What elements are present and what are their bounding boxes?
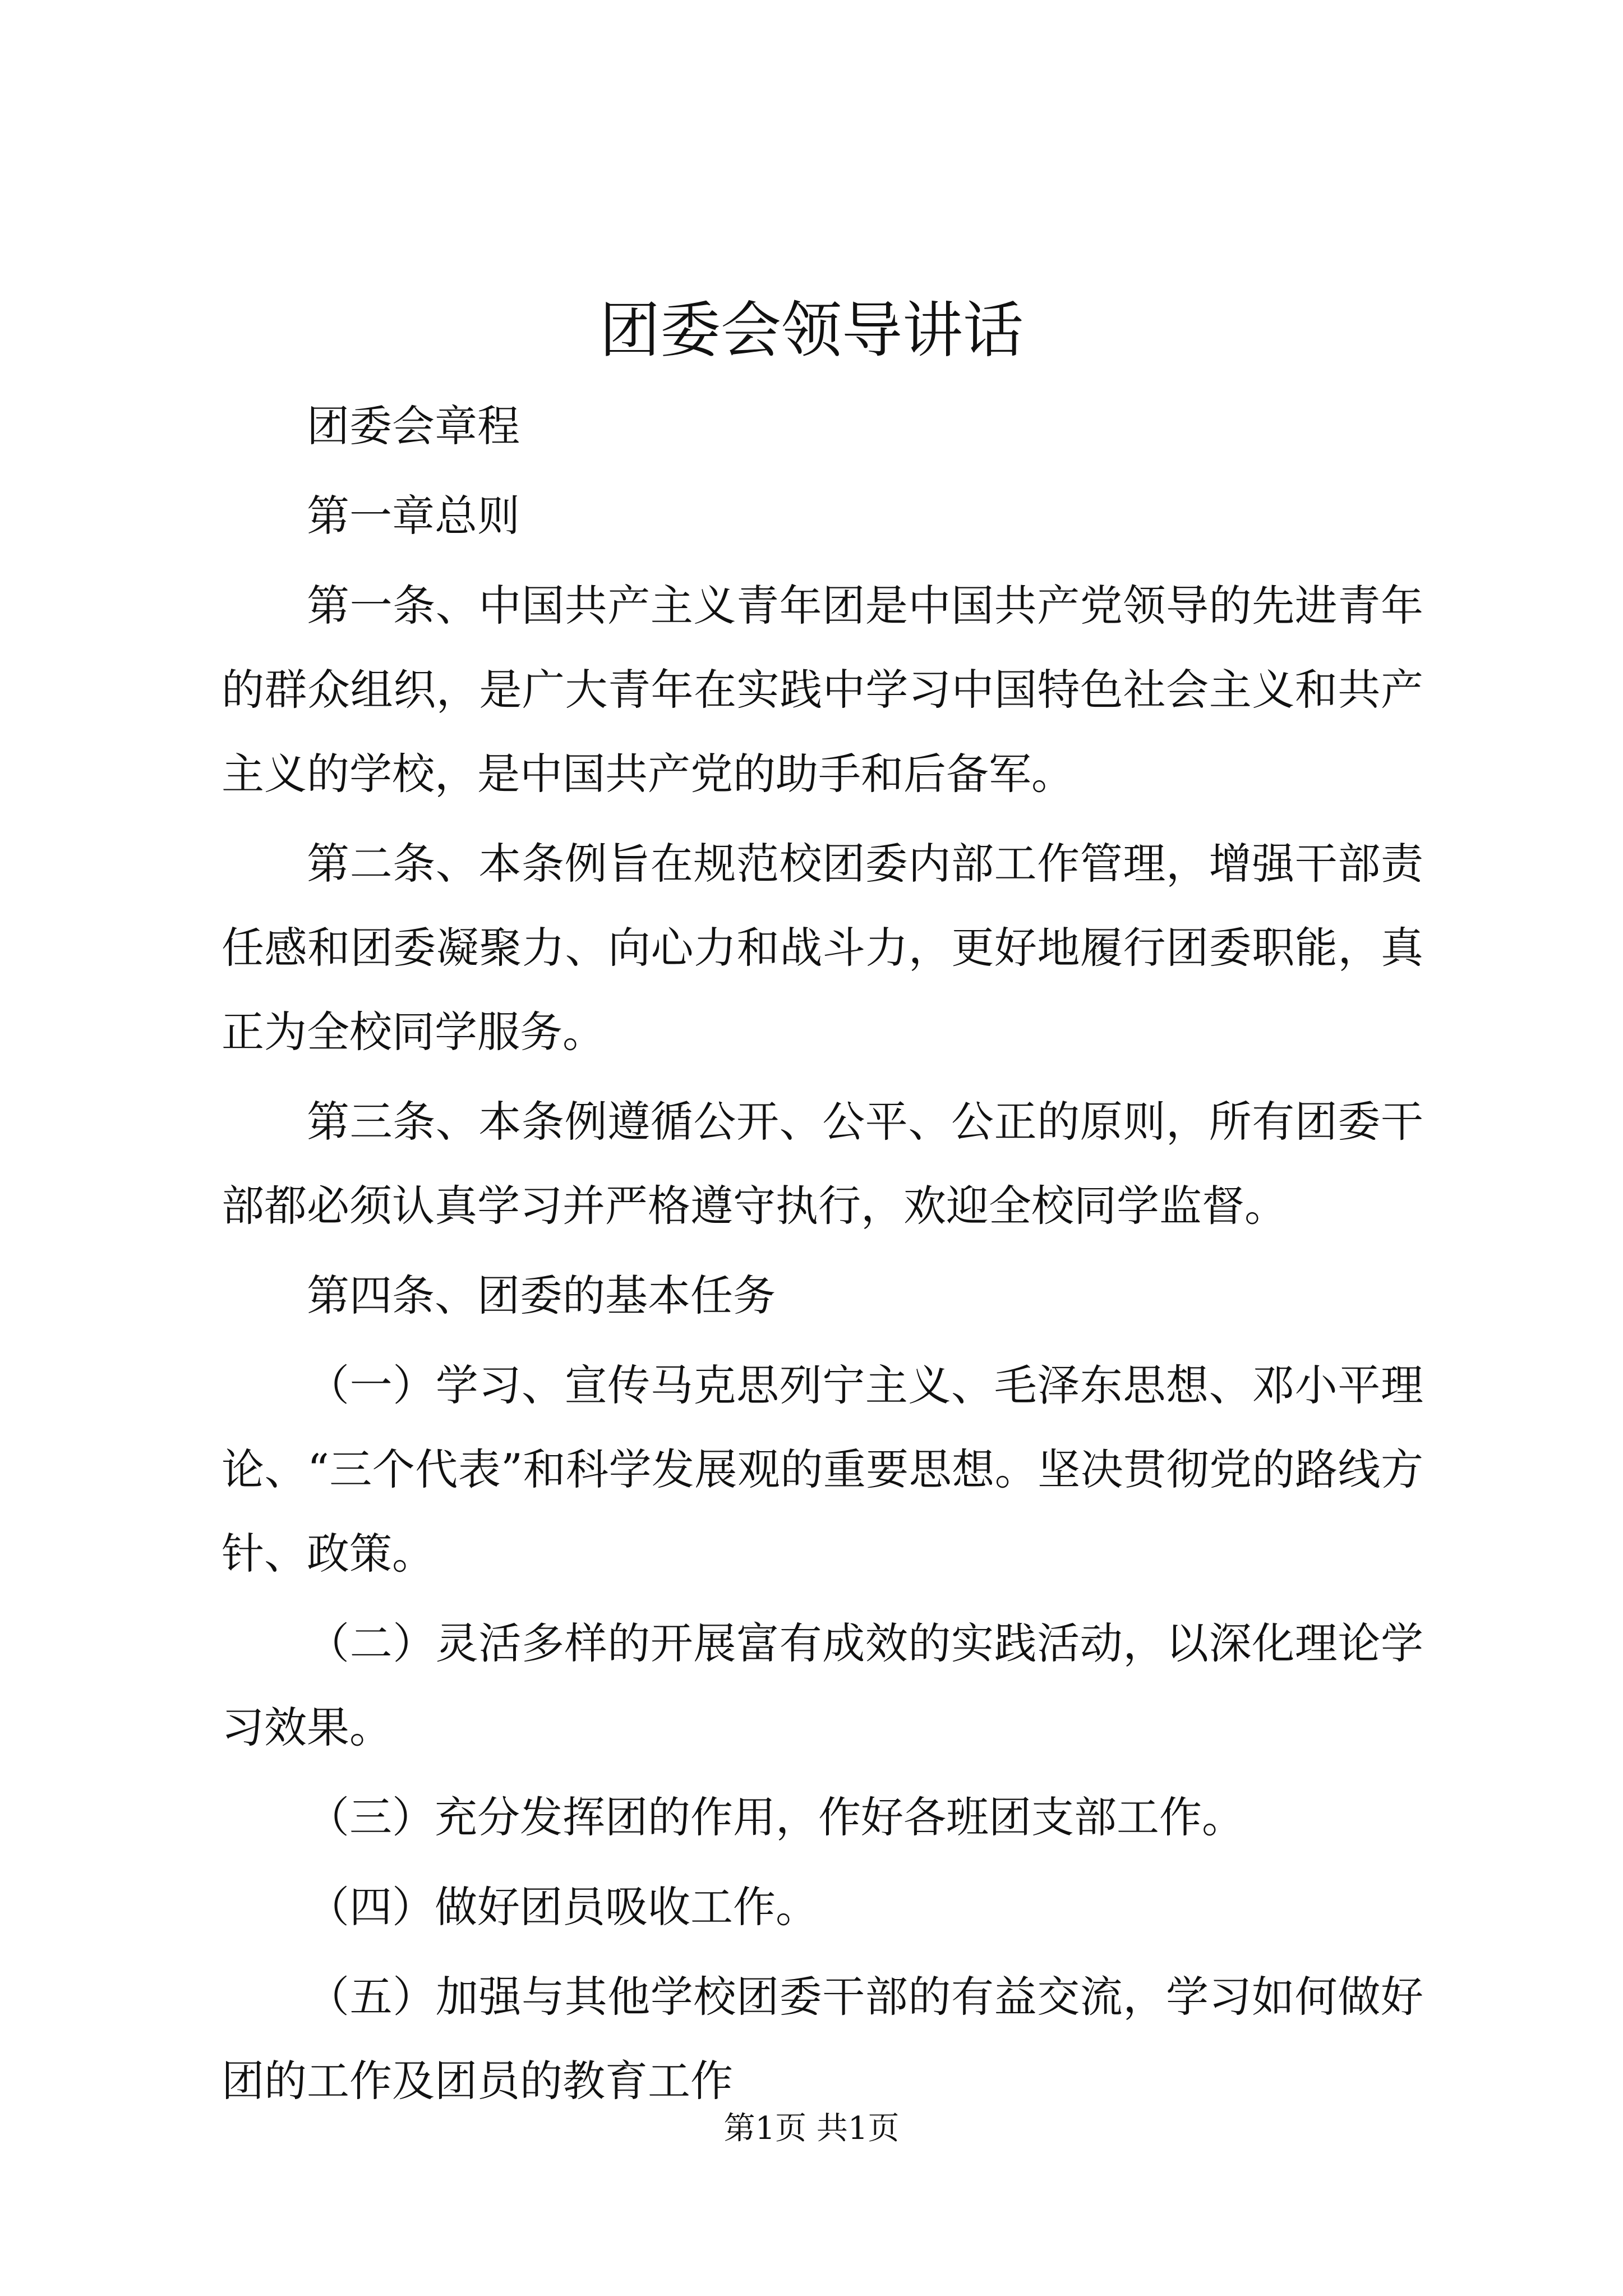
paragraph-chapter-one: 第一章总则 (307, 491, 520, 541)
paragraph-task-three: （三）充分发挥团的作用，作好各班团支部工作。 (307, 1792, 1244, 1842)
paragraph-article-two: 第二条、本条例旨在规范校团委内部工作管理，增强干部责任感和团委凝聚力、向心力和战斗力，更好地履行团委职能，真正为全校同学服务。 (222, 839, 1423, 1057)
paragraph-task-one: （一）学习、宣传马克思列宁主义、毛泽东思想、邓小平理论、“三个代表”和科学发展观的重要思想。坚决贯彻党的路线方针、政策。 (222, 1360, 1423, 1579)
paragraph-article-four: 第四条、团委的基本任务 (307, 1271, 776, 1320)
document-body (222, 384, 1423, 2129)
paragraph-article-one: 第一条、中国共产主义青年团是中国共产党领导的先进青年的群众组织，是广大青年在实践中学习中国特色社会主义和共产主义的学校，是中国共产党的助手和后备军。 (222, 581, 1423, 799)
document-title: 团委会领导讲话 (599, 296, 1023, 366)
paragraph-task-five: （五）加强与其他学校团委干部的有益交流，学习如何做好团的工作及团员的教育工作 (222, 1972, 1423, 2106)
paragraph-task-four: （四）做好团员吸收工作。 (307, 1882, 818, 1932)
paragraph-charter-title: 团委会章程 (307, 401, 520, 451)
paragraph-task-two: （二）灵活多样的开展富有成效的实践活动，以深化理论学习效果。 (222, 1618, 1423, 1752)
page-footer: 第1页 共1页 (723, 2110, 900, 2147)
paragraph-article-three: 第三条、本条例遵循公开、公平、公正的原则，所有团委干部都必须认真学习并严格遵守执行，欢迎全校同学监督。 (222, 1097, 1423, 1231)
